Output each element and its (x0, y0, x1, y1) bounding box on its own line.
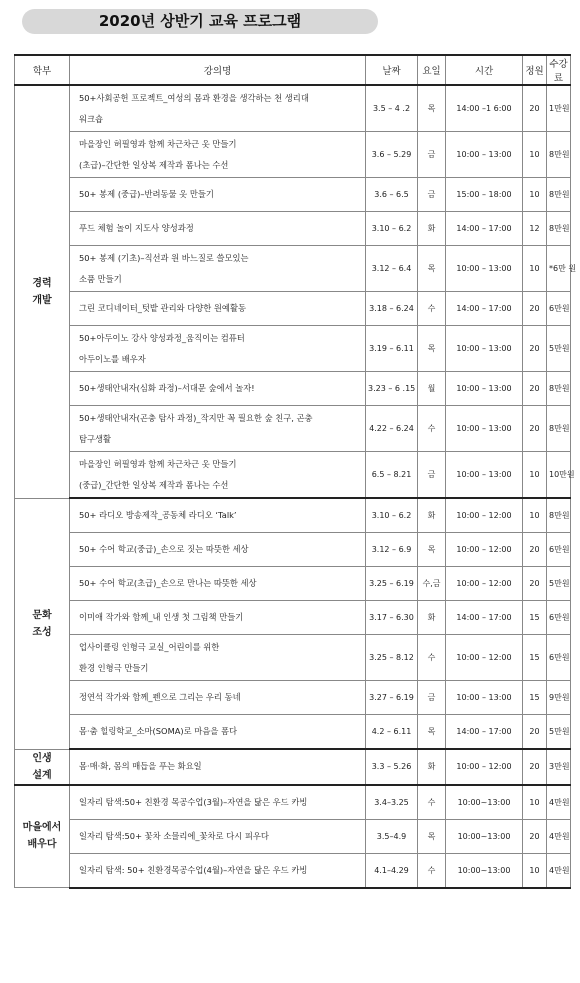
day-cell: 목 (418, 326, 446, 372)
course-cell (70, 178, 366, 212)
capacity-cell: 15 (523, 601, 547, 635)
fee-cell: *6만 원 (547, 246, 571, 292)
time-cell: 10:00 – 12:00 (446, 498, 523, 533)
course-cell (70, 785, 366, 820)
time-cell: 10:00~13:00 (446, 853, 523, 888)
date-cell: 4.22 – 6.24 (366, 406, 418, 452)
dept-label: 인생 (32, 752, 52, 764)
course-name: 50+ 수어 학교(중급)_손으로 짓는 따뜻한 세상 (79, 544, 249, 554)
time-cell: 10:00 – 13:00 (446, 326, 523, 372)
fee-cell: 6만원 (547, 601, 571, 635)
course-name: 50+ 봉제 (중급)–반려동물 옷 만들기 (79, 189, 214, 199)
course-cell (70, 715, 366, 750)
table-row (15, 372, 571, 406)
time-cell: 14:00 – 17:00 (446, 212, 523, 246)
fee-cell: 9만원 (547, 681, 571, 715)
course-name: 50+ 봉제 (기초)–직선과 원 바느질로 쓸모있는 (79, 252, 249, 263)
capacity-cell: 10 (523, 785, 547, 820)
table-row (15, 567, 571, 601)
day-cell: 목 (418, 819, 446, 853)
capacity-cell: 20 (523, 715, 547, 750)
time-cell: 10:00~13:00 (446, 785, 523, 820)
day-cell: 금 (418, 178, 446, 212)
capacity-cell: 10 (523, 498, 547, 533)
time-cell: 14:00 – 17:00 (446, 601, 523, 635)
course-name: 몸·춤 힐링학교_소마(SOMA)로 마음을 폼다 (79, 726, 238, 736)
course-cell (70, 749, 366, 785)
fee-cell: 4만원 (547, 853, 571, 888)
date-cell: 3.12 – 6.4 (366, 246, 418, 292)
time-cell: 14:00 – 17:00 (446, 292, 523, 326)
dept-label: 경력 (32, 277, 52, 289)
course-cell (70, 452, 366, 499)
course-name: 워크숍 (79, 113, 104, 124)
course-name: 소품 만들기 (79, 273, 122, 284)
course-cell (70, 819, 366, 853)
date-cell: 6.5 – 8.21 (366, 452, 418, 499)
header-date: 날짜 (366, 55, 418, 85)
course-cell (70, 635, 366, 681)
capacity-cell: 20 (523, 567, 547, 601)
date-cell: 3.27 – 6.19 (366, 681, 418, 715)
table-row (15, 681, 571, 715)
table-row (15, 212, 571, 246)
course-cell (70, 212, 366, 246)
header-day: 요일 (418, 55, 446, 85)
course-name: 50+생태안내자(곤충 탐사 과정)_작지만 꼭 필요한 숲 친구, 곤충 (79, 412, 313, 423)
fee-cell: 8만원 (547, 178, 571, 212)
course-cell (70, 132, 366, 178)
date-cell: 3.23 – 6 .15 (366, 372, 418, 406)
capacity-cell: 20 (523, 292, 547, 326)
course-name: 50+ 라디오 방송제작_공동체 라디오 ‘Talk’ (79, 510, 237, 520)
dept-label: 설계 (32, 769, 52, 781)
date-cell: 3.3 – 5.26 (366, 749, 418, 785)
course-name: 일자리 탐색: 50+ 친환경목공수업(4월)–자연을 닮은 우드 카빙 (79, 864, 308, 875)
day-cell: 금 (418, 132, 446, 178)
course-cell (70, 406, 366, 452)
time-cell: 10:00 – 13:00 (446, 406, 523, 452)
day-cell: 화 (418, 498, 446, 533)
dept-label: 배우다 (27, 839, 57, 851)
course-name: 마을장인 허필영과 함께 차근차근 옷 만들기 (79, 458, 237, 469)
header-time: 시간 (446, 55, 523, 85)
header-fee: 수강료 (547, 55, 571, 85)
capacity-cell: 20 (523, 372, 547, 406)
date-cell: 4.2 – 6.11 (366, 715, 418, 750)
dept-cell (15, 498, 70, 749)
table-row (15, 326, 571, 372)
table-row (15, 178, 571, 212)
capacity-cell: 20 (523, 749, 547, 785)
fee-cell: 1만원 (547, 85, 571, 132)
table-row (15, 452, 571, 499)
course-cell (70, 246, 366, 292)
capacity-cell: 10 (523, 452, 547, 499)
time-cell: 10:00 – 12:00 (446, 749, 523, 785)
program-table (14, 54, 577, 889)
capacity-cell: 10 (523, 853, 547, 888)
capacity-cell: 20 (523, 85, 547, 132)
table-row (15, 85, 571, 132)
dept-cell (15, 749, 70, 785)
course-name: 정연석 작가와 함께_펜으로 그리는 우리 동네 (79, 692, 241, 702)
date-cell: 3.25 – 6.19 (366, 567, 418, 601)
day-cell: 월 (418, 372, 446, 406)
time-cell: 15:00 – 18:00 (446, 178, 523, 212)
dept-label: 문화 (32, 609, 52, 621)
date-cell: 3.6 – 6.5 (366, 178, 418, 212)
day-cell: 수 (418, 785, 446, 820)
dept-label: 마을에서 (22, 822, 62, 834)
fee-cell: 8만원 (547, 212, 571, 246)
capacity-cell: 10 (523, 132, 547, 178)
fee-cell: 5만원 (547, 326, 571, 372)
header-capacity: 정원 (523, 55, 547, 85)
table-row (15, 533, 571, 567)
fee-cell: 8만원 (547, 132, 571, 178)
day-cell: 수 (418, 406, 446, 452)
course-cell (70, 681, 366, 715)
date-cell: 4.1–4.29 (366, 853, 418, 888)
course-name: 푸드 체험 놀이 지도사 양성과정 (79, 223, 194, 233)
table-row (15, 292, 571, 326)
time-cell: 10:00 – 12:00 (446, 635, 523, 681)
day-cell: 수 (418, 292, 446, 326)
dept-cell (15, 785, 70, 888)
date-cell: 3.5 – 4 .2 (366, 85, 418, 132)
course-name: 일자리 탐색:50+ 친환경 목공수업(3월)–자연을 닮은 우드 카빙 (79, 796, 308, 807)
table-row (15, 601, 571, 635)
time-cell: 10:00~13:00 (446, 819, 523, 853)
capacity-cell: 15 (523, 681, 547, 715)
capacity-cell: 10 (523, 178, 547, 212)
capacity-cell: 20 (523, 326, 547, 372)
fee-cell: 4만원 (547, 819, 571, 853)
course-cell (70, 292, 366, 326)
course-name: 환경 인형극 만들기 (79, 662, 149, 673)
day-cell: 수,금 (418, 567, 446, 601)
page-title: 2020년 상반기 교육 프로그램 (98, 12, 302, 30)
header-course: 강의명 (70, 55, 366, 85)
day-cell: 수 (418, 853, 446, 888)
time-cell: 10:00 – 12:00 (446, 533, 523, 567)
course-cell (70, 85, 366, 132)
course-name: 아두이노를 배우자 (79, 353, 146, 364)
dept-cell (15, 85, 70, 498)
capacity-cell: 20 (523, 533, 547, 567)
time-cell: 10:00 – 12:00 (446, 567, 523, 601)
time-cell: 10:00 – 13:00 (446, 372, 523, 406)
course-cell (70, 601, 366, 635)
course-cell (70, 372, 366, 406)
date-cell: 3.12 – 6.9 (366, 533, 418, 567)
day-cell: 화 (418, 601, 446, 635)
time-cell: 14:00 –1 6:00 (446, 85, 523, 132)
date-cell: 3.10 – 6.2 (366, 212, 418, 246)
fee-cell: 8만원 (547, 498, 571, 533)
time-cell: 10:00 – 13:00 (446, 246, 523, 292)
table-row (15, 246, 571, 292)
date-cell: 3.5–4.9 (366, 819, 418, 853)
capacity-cell: 10 (523, 246, 547, 292)
fee-cell: 5만원 (547, 715, 571, 750)
course-name: 50+아두이노 강사 양성과정_움직이는 컴퓨터 (79, 332, 245, 343)
table-row (15, 406, 571, 452)
day-cell: 목 (418, 715, 446, 750)
table-row (15, 785, 571, 820)
fee-cell: 10만원 (547, 452, 571, 499)
day-cell: 화 (418, 212, 446, 246)
course-name: 50+생태안내자(심화 과정)–서대문 숲에서 놀자! (79, 383, 255, 393)
fee-cell: 4만원 (547, 785, 571, 820)
day-cell: 목 (418, 246, 446, 292)
time-cell: 10:00 – 13:00 (446, 452, 523, 499)
course-name: (초급)–간단한 일상복 제작과 폼나는 수선 (79, 159, 229, 170)
capacity-cell: 15 (523, 635, 547, 681)
dept-label: 개발 (32, 294, 52, 306)
table-row (15, 853, 571, 888)
table-row (15, 749, 571, 785)
header-dept: 학부 (15, 55, 70, 85)
course-name: 탐구생활 (79, 433, 112, 444)
time-cell: 10:00 – 13:00 (446, 132, 523, 178)
fee-cell: 3만원 (547, 749, 571, 785)
date-cell: 3.6 – 5.29 (366, 132, 418, 178)
date-cell: 3.10 – 6.2 (366, 498, 418, 533)
course-name: (중급)_간단한 일상복 제작과 폼나는 수선 (79, 479, 229, 490)
date-cell: 3.4–3.25 (366, 785, 418, 820)
course-cell (70, 567, 366, 601)
day-cell: 금 (418, 452, 446, 499)
table-row (15, 819, 571, 853)
date-cell: 3.25 – 8.12 (366, 635, 418, 681)
time-cell: 14:00 – 17:00 (446, 715, 523, 750)
course-name: 마을장인 허필영과 함께 차근차근 옷 만들기 (79, 138, 237, 149)
course-cell (70, 326, 366, 372)
time-cell: 10:00 – 13:00 (446, 681, 523, 715)
course-cell (70, 853, 366, 888)
capacity-cell: 12 (523, 212, 547, 246)
course-cell (70, 498, 366, 533)
fee-cell: 5만원 (547, 567, 571, 601)
table-row (15, 715, 571, 750)
day-cell: 목 (418, 85, 446, 132)
day-cell: 화 (418, 749, 446, 785)
fee-cell: 6만원 (547, 292, 571, 326)
course-name: 50+사회공헌 프로젝트_여성의 몸과 환경을 생각하는 천 생리대 (79, 92, 309, 103)
table-body (15, 85, 577, 888)
date-cell: 3.19 – 6.11 (366, 326, 418, 372)
dept-label: 조성 (32, 626, 52, 638)
course-name: 몸·매·화, 몸의 매듭을 푸는 화요일 (79, 761, 202, 772)
fee-cell: 8만원 (547, 406, 571, 452)
course-name: 이미애 작가와 함께_내 인생 첫 그림책 만들기 (79, 612, 244, 622)
day-cell: 목 (418, 533, 446, 567)
course-name: 50+ 수어 학교(초급)_손으로 만나는 따뜻한 세상 (79, 578, 257, 588)
day-cell: 금 (418, 681, 446, 715)
table-header-row (15, 55, 571, 85)
course-cell (70, 533, 366, 567)
fee-cell: 6만원 (547, 635, 571, 681)
fee-cell: 6만원 (547, 533, 571, 567)
capacity-cell: 20 (523, 406, 547, 452)
fee-cell: 8만원 (547, 372, 571, 406)
table-row (15, 498, 571, 533)
course-name: 일자리 탐색:50+ 꽃차 소믈리에_꽃차로 다시 피우다 (79, 830, 269, 841)
date-cell: 3.18 – 6.24 (366, 292, 418, 326)
course-name: 그린 코디네이터_텃밭 관리와 다양한 원예활동 (79, 303, 246, 313)
day-cell: 수 (418, 635, 446, 681)
page-title-banner (22, 9, 378, 34)
capacity-cell: 20 (523, 819, 547, 853)
course-name: 업사이클링 인형극 교실_어린이를 위한 (79, 641, 220, 652)
table-row (15, 132, 571, 178)
table-row (15, 635, 571, 681)
date-cell: 3.17 – 6.30 (366, 601, 418, 635)
